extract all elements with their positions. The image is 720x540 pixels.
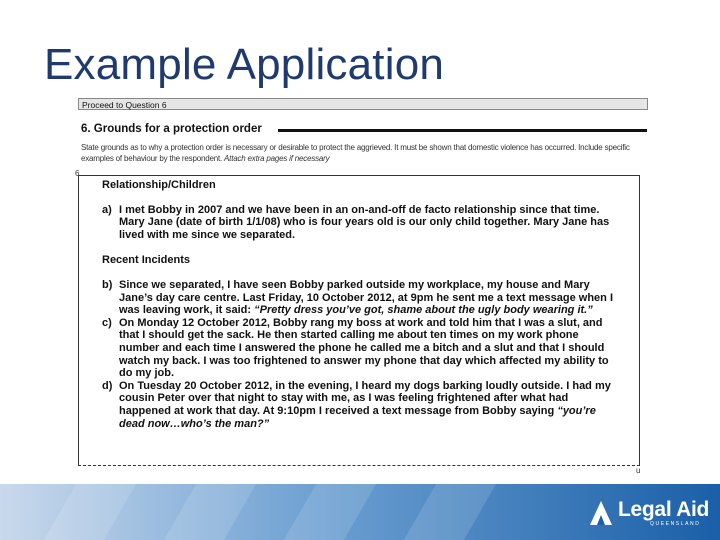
answer-content [102,179,622,430]
form-instructions [81,143,643,164]
heading-recent: Recent Incidents [102,254,191,267]
end-mark: u [636,466,641,475]
item-text: I met Bobby in 2007 and we have been in an on-and-off de facto relationship since that time. Mary Jane (date of birth 1/1/08) who is four years old is our only child together. Mary Jane has lived with me since we separated. [119,203,610,241]
slide-title: Example Application [44,40,445,89]
list-item [102,380,622,430]
section-rule [278,129,647,132]
list-item [102,317,622,380]
section-heading: 6. Grounds for a protection order [81,123,262,135]
application-form [75,95,650,467]
item-label: d) [102,379,113,392]
instructions-text: State grounds as to why a protection order is necessary or desirable to protect the aggrieved. It must be shown that domestic violence has occurred. Include specific examples of behaviour by the respondent. [81,143,630,163]
item-text: On Monday 12 October 2012, Bobby rang my boss at work and told him that I was a slut, and that I should get the sack. He then started calling me about ten times on my work phone number and each time I answered the phone he called me a bitch and a slut and that I should watch my back. I was too frightened to answer my phone that day which affected my ability to do my job. [119,316,609,380]
item-label: c) [102,316,112,329]
item-text: On Tuesday 20 October 2012, in the evening, I heard my dogs barking loudly outside. I had my cousin Peter over that night to stay with me, as I was feeling frightened after what had happened at work that day. At 9:10pm I received a text message from Bobby saying “you’re dead now…who’s the man?” [119,379,611,430]
item-label: a) [102,203,112,216]
item-label: b) [102,278,113,291]
instructions-italic: Attach extra pages if necessary [224,153,330,163]
logo-text: Legal Aid [618,498,710,521]
logo-subtext: QUEENSLAND [650,521,701,527]
proceed-bar: Proceed to Question 6 [78,98,648,110]
quote-text: “Pretty dress you’ve got, shame about the ugly body wearing it.” [254,304,593,317]
margin-mark: 6 [75,169,80,178]
heading-relationship: Relationship/Children [102,179,216,191]
list-item [102,279,622,317]
item-text: Since we separated, I have seen Bobby parked outside my workplace, my house and Mary Jane’s day care centre. Last Friday, 10 October 2012, at 9pm he sent me a text message when I was leaving work, it said: “Pretty dress you’ve got, shame about the ugly body wearing it.” [119,278,614,317]
quote-text: “you’re dead now…who’s the man?” [119,404,596,430]
list-item [102,204,622,242]
